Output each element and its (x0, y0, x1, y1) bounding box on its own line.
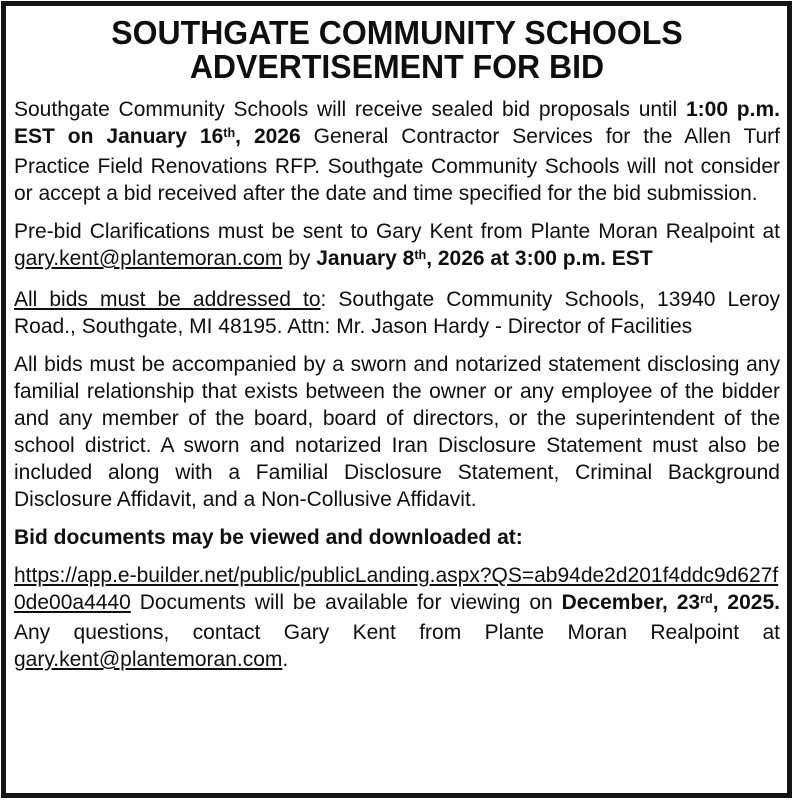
bid-documents-url-link[interactable]: https://app.e-builder.net/public/publicLanding.aspx?QS=ab94de2d201f4ddc9d627f0de00a4440 (14, 564, 779, 614)
ordinal-superscript: th (414, 248, 427, 263)
advertisement-document (1, 1, 792, 798)
title-line-1: SOUTHGATE COMMUNITY SCHOOLS (111, 14, 683, 51)
prebid-text-by: by (282, 247, 317, 270)
ordinal-superscript: rd (700, 592, 713, 607)
ordinal-superscript: th (223, 126, 236, 141)
documents-availability-text: Documents will be available for viewing on (130, 591, 562, 614)
intro-text-continued: General Contractor Services for the Allen Turf Practice Field Renovations RFP. Southgate Community Schools will not consider or accept a bid received after the date and time specified for the bid submission. (14, 125, 781, 205)
address-text: : Southgate Community Schools, 13940 Leroy Road., Southgate, MI 48195. Attn: Mr. Jason Hardy - Director of Facilities (14, 288, 780, 338)
intro-text: Southgate Community Schools will receive sealed bid proposals until (14, 98, 686, 121)
documents-paragraph (14, 562, 780, 673)
page-title (25, 16, 768, 84)
prebid-deadline-time: , 2026 at 3:00 p.m. EST (426, 247, 653, 270)
title-line-2: ADVERTISEMENT FOR BID (189, 48, 605, 85)
questions-contact-text: Any questions, contact Gary Kent from Plante Moran Realpoint at (14, 621, 780, 644)
intro-paragraph (14, 96, 780, 207)
contact-email-link[interactable]: gary.kent@plantemoran.com (14, 648, 283, 671)
prebid-paragraph (14, 218, 780, 275)
prebid-deadline: January 8 (316, 247, 415, 270)
availability-date: December, 23 (561, 591, 701, 614)
bid-deadline-year: , 2026 (235, 125, 301, 148)
closing-period: . (282, 648, 289, 671)
affidavit-paragraph (14, 351, 780, 513)
documents-heading: Bid documents may be viewed and downloaded at: (14, 526, 523, 549)
prebid-text: Pre-bid Clarifications must be sent to Gary Kent from Plante Moran Realpoint at (14, 220, 780, 243)
address-lead-underlined: All bids must be addressed to (14, 288, 321, 311)
bid-deadline: 1:00 p.m. EST on January 16 (14, 98, 780, 148)
affidavit-text: All bids must be accompanied by a sworn and notarized statement disclosing any familial relationship that exists between the owner or any employee of the bidder and any member of the board, board of directors, or the superintendent of the school district. A sworn and notarized Iran Disclosure Statement must also be included along with a Familial Disclosure Statement, Criminal Background Disclosure Affidavit, and a Non-Collusive Affidavit. (14, 353, 780, 511)
prebid-email-link[interactable]: gary.kent@plantemoran.com (14, 247, 283, 270)
availability-date-year: , 2025. (712, 591, 780, 614)
address-paragraph (14, 286, 780, 340)
